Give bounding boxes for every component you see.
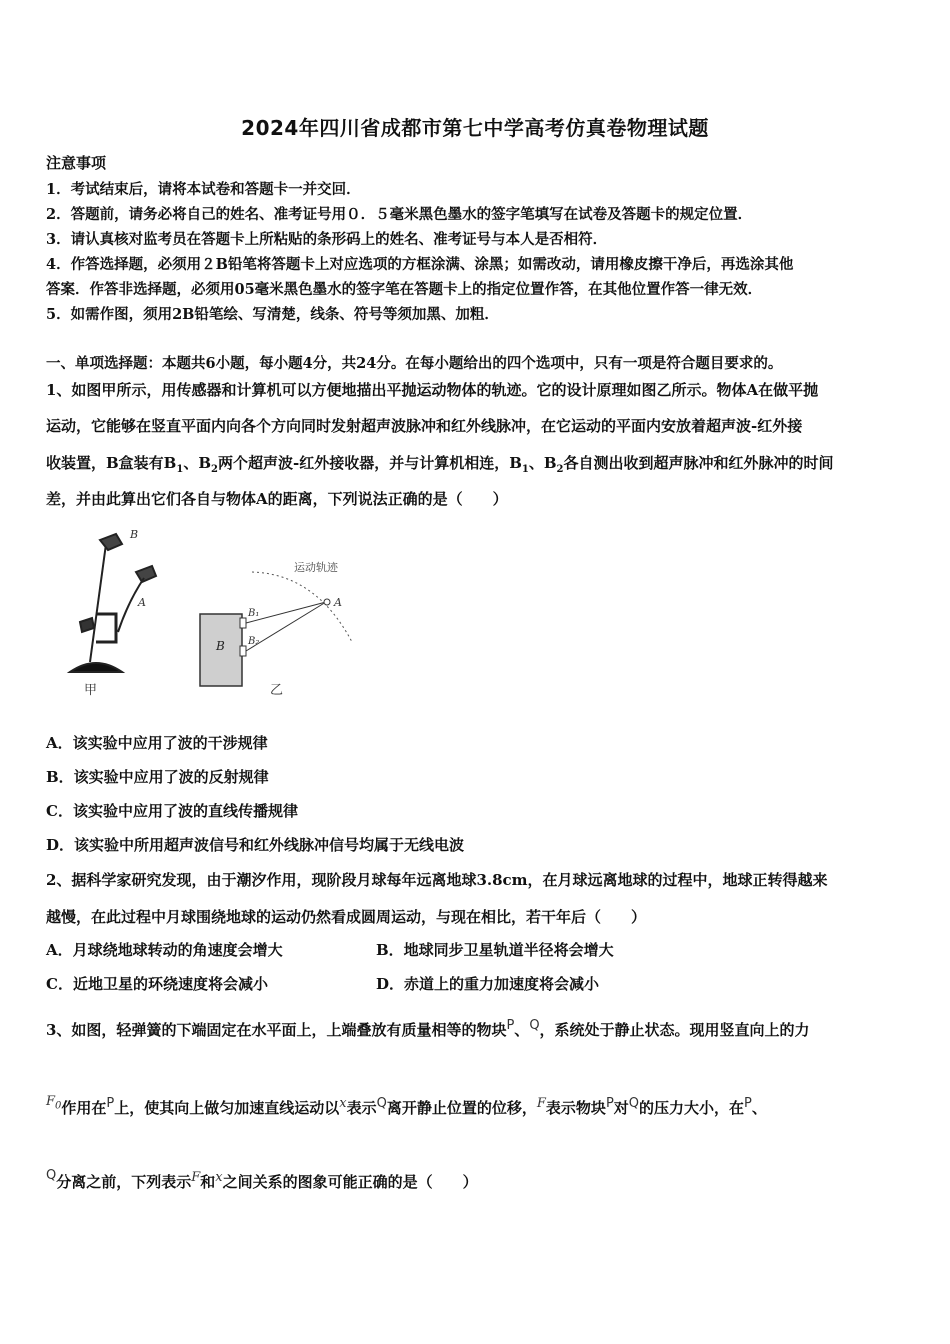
clamp-knob <box>80 618 94 632</box>
q1-option-b: B．该实验中应用了波的反射规律 <box>46 768 269 786</box>
q1-option-d: D．该实验中所用超声波信号和红外线脉冲信号均属于无线电波 <box>46 836 465 854</box>
apparatus-pole <box>90 544 106 662</box>
label-track: 运动轨迹 <box>294 561 338 574</box>
q1-text: 收装置，B盒装有$B_1$、$B_2$两个超声波-红外接收器，并与计算机相连，$B_1$、$B_2$各自测出收到超声脉冲和红外脉冲的时间 <box>46 454 834 475</box>
q2-option-a: A．月球绕地球转动的角速度会增大 <box>46 941 283 959</box>
label-B-small: B <box>130 528 139 541</box>
receiver-B <box>100 534 122 550</box>
emitter-A <box>136 566 156 582</box>
clamp <box>96 614 116 642</box>
q2-text: 越慢，在此过程中月球围绕地球的运动仍然看成圆周运动，与现在相比，若干年后（ ） <box>46 908 647 926</box>
page-title: 2024年四川省成都市第七中学高考仿真卷物理试题 <box>241 116 709 140</box>
notice-item: 1．考试结束后，请将本试卷和答题卡一并交回． <box>46 181 361 198</box>
notice-item: 3．请认真核对监考员在答题卡上所粘贴的条形码上的姓名、准考证号与本人是否相符． <box>46 231 608 248</box>
q3-text: $F_0$作用在P上，使其向上做匀加速直线运动以x表示Q离开静止位置的位移，F表示物块P对Q的压力大小，在P、 <box>46 1094 767 1117</box>
stand-base <box>70 663 122 672</box>
receiver-B2 <box>240 646 246 656</box>
label-yi: 乙 <box>270 683 284 698</box>
notice-item: 4．作答选择题，必须用２B铅笔将答题卡上对应选项的方框涂满、涂黑；如需改动，请用橡皮擦干净后，再选涂其他 <box>46 256 794 273</box>
q2-option-b: B．地球同步卫星轨道半径将会增大 <box>376 941 614 959</box>
label-A-yi: A <box>334 596 342 609</box>
q1-text: 差，并由此算出它们各自与物体A的距离，下列说法正确的是（ ） <box>46 490 508 508</box>
q2-text: 2、据科学家研究发现，由于潮汐作用，现阶段月球每年远离地球3.8cm，在月球远离地球的过程中，地球正转得越来 <box>46 871 828 889</box>
q3-text: Q分离之前，下列表示F和x之间关系的图象可能正确的是（ ） <box>46 1168 478 1191</box>
notice-item: 5．如需作图，须用2B铅笔绘、写清楚，线条、符号等须加黑、加粗． <box>46 306 499 323</box>
q1-text: 1、如图甲所示，用传感器和计算机可以方便地描出平抛运动物体的轨迹。它的设计原理如图乙所示。物体A在做平抛 <box>46 381 819 399</box>
label-jia: 甲 <box>84 683 98 698</box>
label-B: B <box>216 639 225 653</box>
q1-option-c: C．该实验中应用了波的直线传播规律 <box>46 802 298 820</box>
q2-option-c: C．近地卫星的环绕速度将会减小 <box>46 975 268 993</box>
q3-text: 3、如图，轻弹簧的下端固定在水平面上，上端叠放有质量相等的物块P、Q，系统处于静止状态。现用竖直向上的力 <box>46 1018 810 1039</box>
receiver-B1 <box>240 618 246 628</box>
label-A-jia: A <box>138 596 146 609</box>
section-heading: 一、单项选择题：本题共6小题，每小题4分，共24分。在每小题给出的四个选项中，只有一项是符合题目要求的。 <box>46 355 783 372</box>
q1-text: 运动，它能够在竖直平面内向各个方向同时发射超声波脉冲和红外线脉冲，在它运动的平面内安放着超声波-红外接 <box>46 417 803 435</box>
label-B1: B₁ <box>248 608 260 619</box>
label-B2: B₂ <box>248 636 260 647</box>
notice-heading: 注意事项 <box>46 154 107 172</box>
q1-figure-drawing <box>56 522 386 712</box>
q1-figure <box>56 522 386 712</box>
notice-item: 答案．作答非选择题，必须用05毫米黑色墨水的签字笔在答题卡上的指定位置作答，在其他位置作答一律无效． <box>46 281 763 298</box>
q1-option-a: A．该实验中应用了波的干涉规律 <box>46 734 268 752</box>
notice-item: 2．答题前，请务必将自己的姓名、准考证号用０．５毫米黑色墨水的签字笔填写在试卷及答题卡的规定位置． <box>46 206 753 223</box>
q2-option-d: D．赤道上的重力加速度将会减小 <box>376 975 600 993</box>
